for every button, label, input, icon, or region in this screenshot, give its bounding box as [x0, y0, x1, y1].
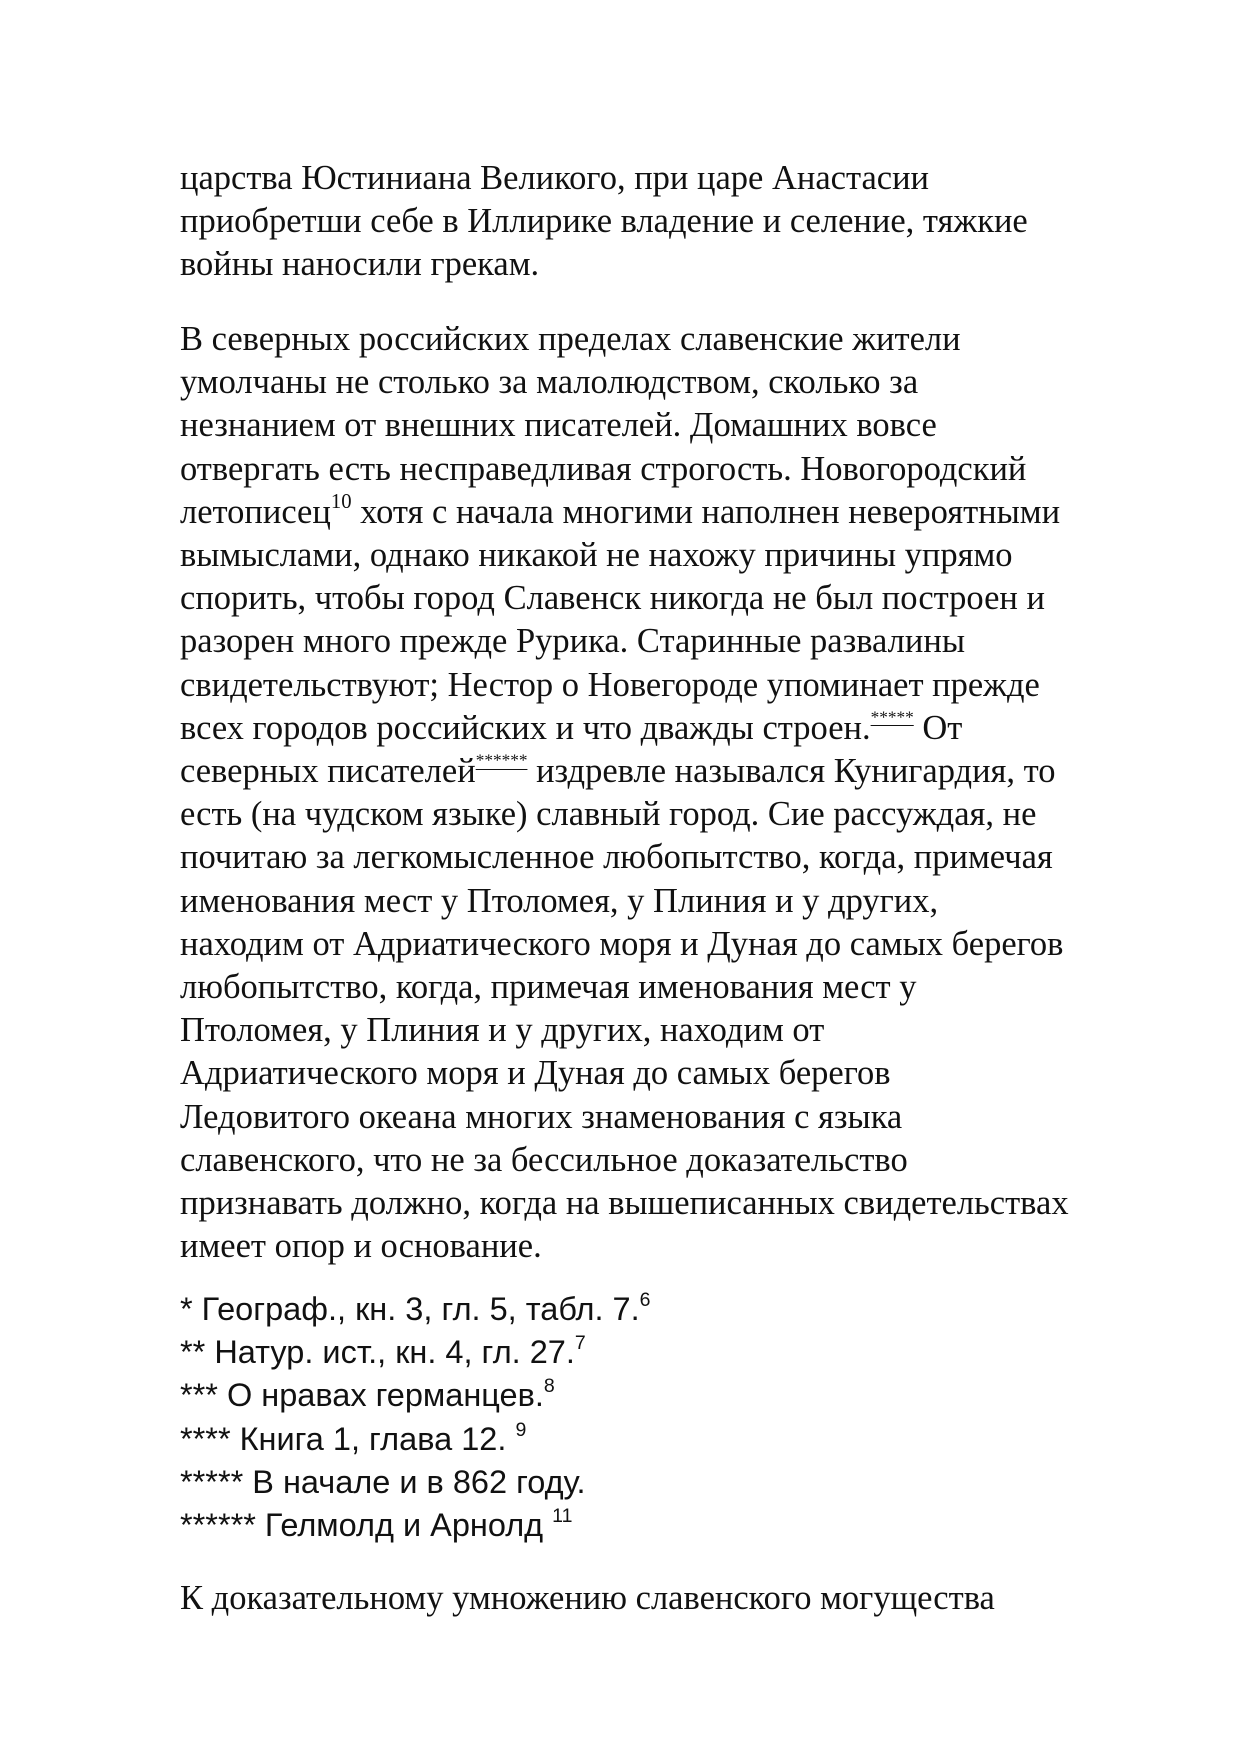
text-line: К доказательному умножению славенского могущества: [180, 1579, 995, 1617]
text-line: Ледовитого океана многих знаменования с языка: [180, 1097, 903, 1136]
text-fragment: всех городов российских и что дважды строен.: [180, 708, 871, 747]
text-line: незнанием от внешних писателей. Домашних вовсе: [180, 406, 937, 445]
footnote-number: 11: [552, 1504, 573, 1527]
text-line: есть (на чудском языке) славный город. Сие рассуждая, не: [180, 795, 1037, 834]
text-fragment: северных писателей: [180, 752, 476, 791]
text-line: В северных российских пределах славенские жители: [180, 320, 961, 358]
footnote-text: ** Натур. ист., кн. 4, гл. 27.: [180, 1334, 575, 1371]
text-line: [180, 750, 1200, 793]
text-line: любопытство, когда, примечая именования мест у: [180, 968, 917, 1007]
footnote-text: **** Книга 1, глава 12.: [180, 1420, 516, 1457]
footnote-text: *** О нравах германцев.: [180, 1377, 544, 1414]
text-line: Адриатического моря и Дуная до самых берегов: [180, 1054, 891, 1093]
footnote-reference: 10: [330, 490, 352, 513]
footnote-number: 8: [543, 1375, 555, 1398]
footnote-number: 7: [574, 1332, 586, 1355]
footnotes-list: [180, 1288, 1200, 1547]
text-fragment: издревле назывался Кунигардия, то: [527, 752, 1056, 791]
footnote-item: [180, 1504, 1200, 1547]
text-line: именования мест у Птоломея, у Плиния и у других,: [180, 881, 939, 920]
paragraph-2: [180, 318, 1200, 1268]
text-line: признавать должно, когда на вышеписанных свидетельствах: [180, 1184, 1069, 1223]
footnote-item: [180, 1461, 1200, 1504]
footnote-number: 9: [515, 1418, 527, 1441]
footnote-text: ****** Гелмолд и Арнолд: [180, 1507, 553, 1544]
text-fragment: хотя с начала многими наполнен невероятными: [351, 492, 1061, 531]
text-line: спорить, чтобы город Славенск никогда не был построен и: [180, 579, 1045, 618]
text-line: умолчаны не столько за малолюдством, сколько за: [180, 363, 919, 402]
text-fragment: От: [913, 708, 963, 747]
footnote-item: [180, 1374, 1200, 1417]
footnote-text: ***** В начале и в 862 году.: [180, 1463, 586, 1500]
text-line: приобретши себе в Иллирике владение и селение, тяжкие: [180, 202, 1028, 241]
footnote-item: [180, 1418, 1200, 1461]
text-line: Птоломея, у Плиния и у других, находим от: [180, 1011, 825, 1050]
footnote-text: * Географ., кн. 3, гл. 5, табл. 7.: [180, 1291, 640, 1327]
text-line: свидетельствуют; Нестор о Новегороде упоминает прежде: [180, 665, 1040, 704]
footnote-reference: ******: [475, 750, 528, 770]
text-fragment: летописец: [180, 492, 331, 531]
footnote-item: [180, 1288, 1200, 1331]
text-line: почитаю за легкомысленное любопытство, когда, примечая: [180, 838, 1053, 877]
text-line: войны наносили грекам.: [180, 245, 540, 284]
footnote-reference: *****: [870, 707, 914, 727]
text-line: вымыслами, однако никакой не нахожу причины упрямо: [180, 536, 1013, 575]
text-line: [180, 491, 1200, 534]
text-line: находим от Адриатического моря и Дуная до самых берегов: [180, 924, 1064, 963]
text-line: разорен много прежде Рурика. Старинные развалины: [180, 622, 965, 661]
paragraph-1: [180, 157, 1200, 287]
footnote-item: [180, 1331, 1200, 1374]
footnote-number: 6: [639, 1288, 651, 1311]
text-line: отвергать есть несправедливая строгость. Новогородский: [180, 449, 1027, 488]
text-line: имеет опор и основание.: [180, 1227, 542, 1266]
text-line: славенского, что не за бессильное доказательство: [180, 1140, 908, 1179]
text-line: [180, 707, 1200, 750]
text-line: царства Юстиниана Великого, при царе Анастасии: [180, 159, 930, 197]
paragraph-3: [180, 1577, 1200, 1620]
